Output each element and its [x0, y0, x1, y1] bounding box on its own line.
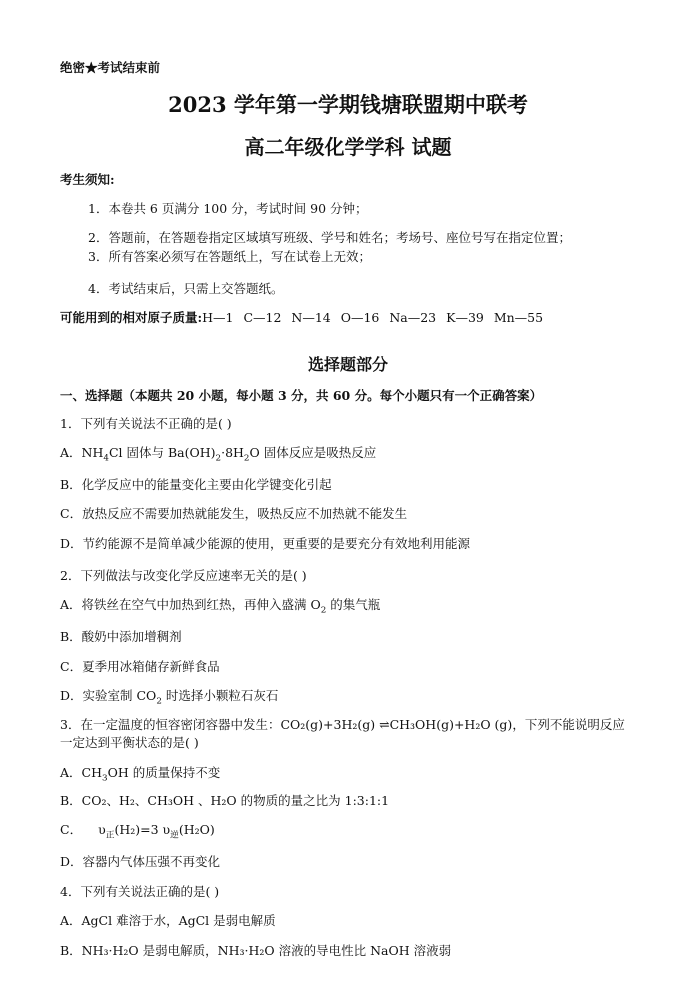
q2-option-d — [60, 688, 279, 707]
q3-c-text-3: (H₂O) — [178, 822, 215, 837]
q3-option-c — [60, 822, 215, 841]
q3-option-b: B．CO₂、H₂、CH₃OH 、H₂O 的物质的量之比为 1:3:1:1 — [60, 793, 390, 808]
q4-stem: 4．下列有关说法正确的是( ) — [60, 884, 220, 899]
q1-option-d: D．节约能源不是简单减少能源的使用，更重要的是要充分有效地利用能源 — [60, 536, 471, 551]
q3-c-text-2: (H₂)=3 υ — [114, 822, 171, 837]
q1-stem: 1．下列有关说法不正确的是( ) — [60, 416, 232, 431]
notice-item-2: 2．答题前，在答题卷指定区域填写班级、学号和姓名；考场号、座位号写在指定位置； — [88, 230, 571, 245]
atomic-mass-label: 可能用到的相对原子质量: — [60, 310, 203, 325]
q1-a-text-4: O 固体反应是吸热反应 — [249, 445, 377, 460]
q1-option-b: B．化学反应中的能量变化主要由化学键变化引起 — [60, 477, 332, 492]
q1-a-text-2: Cl 固体与 Ba(OH) — [108, 445, 216, 460]
q4-option-b: B．NH₃·H₂O 是弱电解质，NH₃·H₂O 溶液的导电性比 NaOH 溶液弱 — [60, 943, 452, 958]
q2-stem: 2．下列做法与改变化学反应速率无关的是( ) — [60, 568, 307, 583]
notice-heading: 考生须知: — [60, 172, 115, 187]
q3-option-d: D．容器内气体压强不再变化 — [60, 854, 221, 869]
atomic-mass-line — [60, 310, 543, 326]
q2-option-c: C．夏季用冰箱储存新鲜食品 — [60, 659, 220, 674]
q2-a-text-1: A．将铁丝在空气中加热到红热，再伸入盛满 O — [60, 597, 321, 612]
q3-a-sub-1: 3 — [102, 773, 108, 784]
q2-d-sub-1: 2 — [156, 696, 162, 707]
exam-subtitle: 高二年级化学学科 试题 — [244, 135, 452, 159]
q2-a-sub-1: 2 — [320, 605, 327, 616]
q2-option-b: B．酸奶中添加增稠剂 — [60, 629, 182, 644]
section-title: 选择题部分 — [307, 355, 388, 374]
q1-a-text-3: ·8H — [221, 445, 244, 460]
q1-a-sub-3: 2 — [243, 453, 250, 464]
q4-option-a: A．AgCl 难溶于水，AgCl 是弱电解质 — [60, 913, 276, 928]
q3-c-sub-1: 正 — [105, 830, 115, 841]
q3-option-a — [60, 765, 221, 784]
q1-a-sub-1: 4 — [103, 453, 109, 464]
q3-c-text-1: υ — [98, 822, 106, 837]
q3-a-text-1: A．CH — [60, 765, 102, 780]
q2-d-text-2: 时选择小颗粒石灰石 — [161, 688, 279, 703]
q3-c-sub-2: 逆 — [170, 830, 179, 841]
notice-item-3: 3．所有答案必须写在答题纸上，写在试卷上无效； — [88, 249, 371, 264]
q1-a-text-1: A．NH — [60, 445, 104, 460]
exam-title: 2023 学年第一学期钱塘联盟期中联考 — [168, 92, 528, 117]
q3-stem-line-1: 3．在一定温度的恒容密闭容器中发生：CO₂(g)+3H₂(g) ⇌CH₃OH(g)+H₂O (g)，下列不能说明反应 — [60, 717, 625, 732]
q1-a-sub-2: 2 — [215, 453, 222, 464]
q1-option-c: C．放热反应不需要加热就能发生，吸热反应不加热就不能发生 — [60, 506, 408, 521]
q2-option-a — [60, 597, 381, 616]
section-instruction: 一、选择题（本题共 20 小题，每小题 3 分，共 60 分。每个小题只有一个正确答案） — [60, 388, 543, 403]
notice-item-1: 1．本卷共 6 页满分 100 分，考试时间 90 分钟； — [88, 201, 368, 216]
q3-a-text-2: OH 的质量保持不变 — [107, 765, 221, 780]
notice-item-4: 4．考试结束后，只需上交答题纸。 — [88, 281, 284, 296]
q3-stem-line-2: 一定达到平衡状态的是( ) — [60, 735, 199, 750]
q1-option-a — [60, 445, 377, 464]
secret-label: 绝密★考试结束前 — [60, 60, 161, 75]
atomic-mass-values: H—1 C—12 N—14 O—16 Na—23 K—39 Mn—55 — [202, 310, 544, 325]
q2-d-text-1: D．实验室制 CO — [60, 688, 157, 703]
q2-a-text-2: 的集气瓶 — [326, 597, 381, 612]
q3-c-label: C． — [60, 822, 83, 837]
